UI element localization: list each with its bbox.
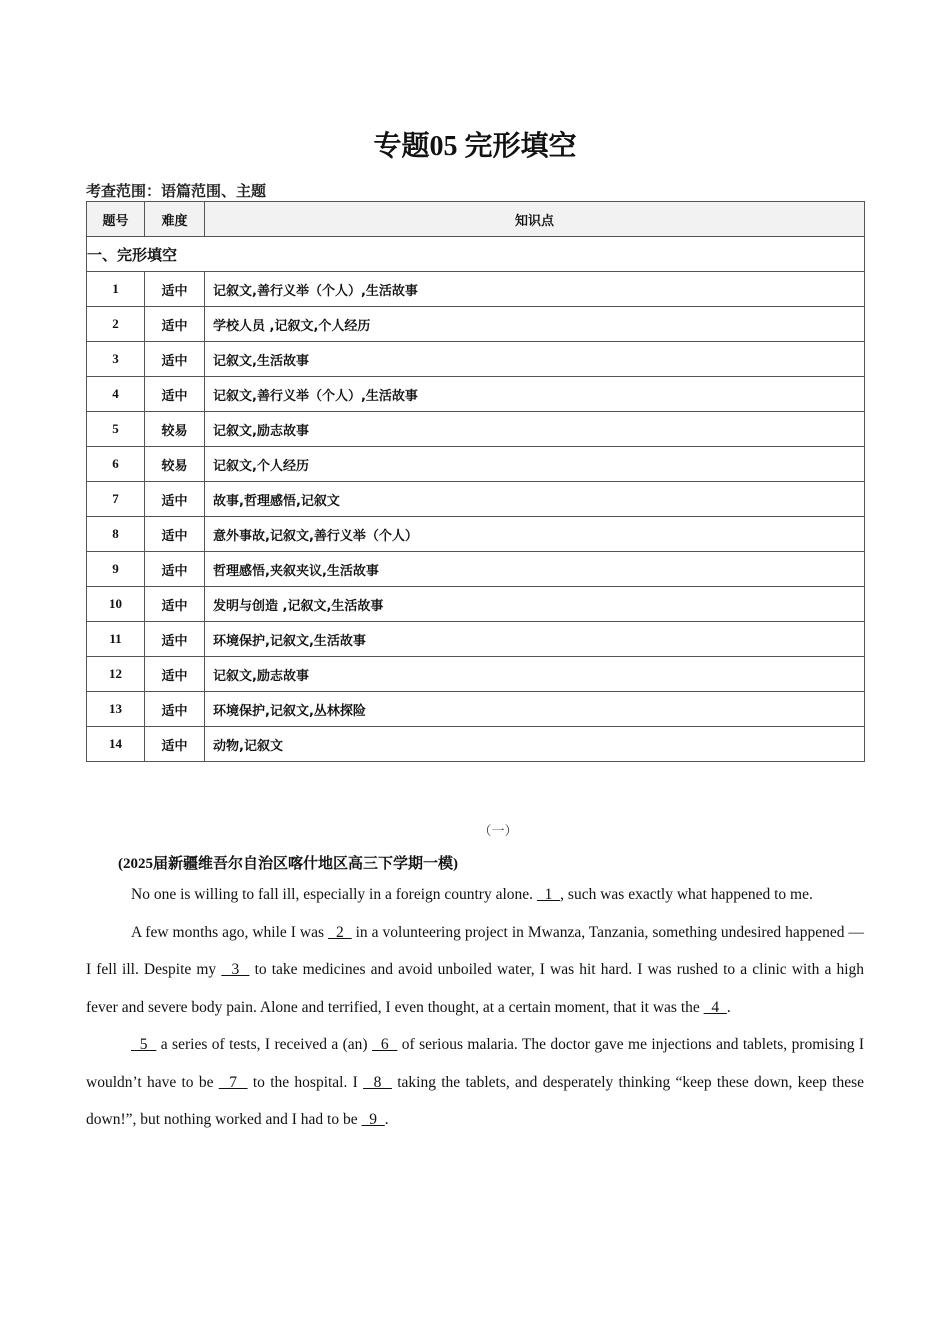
row-knowledge: 学校人员 ,记叙文,个人经历 — [205, 307, 865, 342]
table-row — [87, 517, 865, 552]
row-knowledge: 意外事故,记叙文,善行义举（个人） — [205, 517, 865, 552]
row-difficulty: 适中 — [145, 692, 205, 727]
row-knowledge: 故事,哲理感悟,记叙文 — [205, 482, 865, 517]
table-row — [87, 552, 865, 587]
table-row — [87, 587, 865, 622]
row-knowledge: 记叙文,善行义举（个人）,生活故事 — [205, 272, 865, 307]
row-number: 10 — [87, 587, 145, 622]
row-knowledge: 记叙文,善行义举（个人）,生活故事 — [205, 377, 865, 412]
passage-paragraph — [86, 914, 864, 1027]
row-knowledge: 哲理感悟,夹叙夹议,生活故事 — [205, 552, 865, 587]
passage-text: , such was exactly what happened to me. — [560, 886, 813, 903]
cloze-blank: 1 — [536, 886, 561, 903]
row-difficulty: 适中 — [145, 587, 205, 622]
row-difficulty: 适中 — [145, 482, 205, 517]
row-number: 11 — [87, 622, 145, 657]
row-difficulty: 较易 — [145, 412, 205, 447]
header-knowledge: 知识点 — [205, 202, 865, 237]
row-knowledge: 动物,记叙文 — [205, 727, 865, 762]
row-knowledge: 记叙文,生活故事 — [205, 342, 865, 377]
row-number: 4 — [87, 377, 145, 412]
table-header-row — [87, 202, 865, 237]
row-number: 3 — [87, 342, 145, 377]
table-row — [87, 412, 865, 447]
page-title: 专题05 完形填空 — [373, 131, 577, 162]
row-knowledge: 记叙文,励志故事 — [205, 412, 865, 447]
table-row — [87, 342, 865, 377]
cloze-blank: 6 — [372, 1036, 398, 1053]
row-number: 12 — [87, 657, 145, 692]
row-number: 9 — [87, 552, 145, 587]
row-difficulty: 适中 — [145, 727, 205, 762]
row-difficulty: 适中 — [145, 342, 205, 377]
row-knowledge: 记叙文,个人经历 — [205, 447, 865, 482]
knowledge-table — [86, 201, 865, 762]
table-row — [87, 482, 865, 517]
exam-scope: 考查范围：语篇范围、主题 — [86, 182, 267, 200]
passage-number: （一） — [478, 824, 518, 839]
row-difficulty: 适中 — [145, 657, 205, 692]
row-difficulty: 适中 — [145, 517, 205, 552]
cloze-blank: 3 — [221, 961, 250, 978]
passage-paragraph — [86, 1026, 864, 1139]
table-row — [87, 377, 865, 412]
cloze-blank: 2 — [328, 923, 352, 941]
row-number: 6 — [87, 447, 145, 482]
row-difficulty: 适中 — [145, 307, 205, 342]
row-difficulty: 适中 — [145, 272, 205, 307]
passage-text: a series of tests, I received a (an) — [156, 1036, 373, 1053]
row-difficulty: 适中 — [145, 552, 205, 587]
row-difficulty: 适中 — [145, 622, 205, 657]
row-difficulty: 适中 — [145, 377, 205, 412]
row-number: 5 — [87, 412, 145, 447]
row-knowledge: 发明与创造 ,记叙文,生活故事 — [205, 587, 865, 622]
row-knowledge: 环境保护,记叙文,丛林探险 — [205, 692, 865, 727]
cloze-blank: 9 — [361, 1111, 385, 1128]
table-row — [87, 272, 865, 307]
row-number: 8 — [87, 517, 145, 552]
passage-text: taking the tablets, and desperately thinking “keep these down, keep these down!”, but nothing worked and I had to be — [86, 1073, 865, 1128]
passage-text: of serious malaria. The doctor gave me injections and tablets, promising I wouldn’t have to be — [86, 1036, 865, 1091]
passage-text: No one is willing to fall ill, especially in a foreign country alone. — [131, 886, 537, 903]
table-row — [87, 307, 865, 342]
passage-text: to the hospital. I — [247, 1073, 364, 1091]
row-difficulty: 较易 — [145, 447, 205, 482]
cloze-blank: 4 — [703, 998, 727, 1016]
row-number: 14 — [87, 727, 145, 762]
cloze-blank: 7 — [218, 1073, 248, 1091]
passage-text: . — [384, 1111, 389, 1128]
passage-source: (2025届新疆维吾尔自治区喀什地区高三下学期一模) — [118, 856, 458, 872]
table-row — [87, 447, 865, 482]
table-row — [87, 727, 865, 762]
passage-text: in a volunteering project in Mwanza, Tanzania, something undesired happened — I fell ill. Despite my — [86, 923, 865, 978]
section-row — [87, 237, 865, 272]
passage-text: to take medicines and avoid unboiled water, I was hit hard. I was rushed to a clinic with a high fever and severe body pain. Alone and terrified, I even thought, at a certain moment, that it was the — [86, 961, 864, 1016]
row-number: 13 — [87, 692, 145, 727]
section-title: 一、完形填空 — [87, 237, 865, 272]
row-number: 7 — [87, 482, 145, 517]
row-number: 1 — [87, 272, 145, 307]
row-knowledge: 记叙文,励志故事 — [205, 657, 865, 692]
passage-text: . — [726, 998, 731, 1016]
passage-paragraph — [86, 876, 864, 914]
cloze-blank: 8 — [363, 1073, 392, 1091]
header-difficulty: 难度 — [145, 202, 205, 237]
passage-text: A few months ago, while I was — [131, 923, 328, 941]
table-row — [87, 692, 865, 727]
row-number: 2 — [87, 307, 145, 342]
table-row — [87, 657, 865, 692]
cloze-blank: 5 — [131, 1036, 157, 1053]
passage-body — [86, 876, 864, 1139]
header-number: 题号 — [87, 202, 145, 237]
row-knowledge: 环境保护,记叙文,生活故事 — [205, 622, 865, 657]
table-row — [87, 622, 865, 657]
